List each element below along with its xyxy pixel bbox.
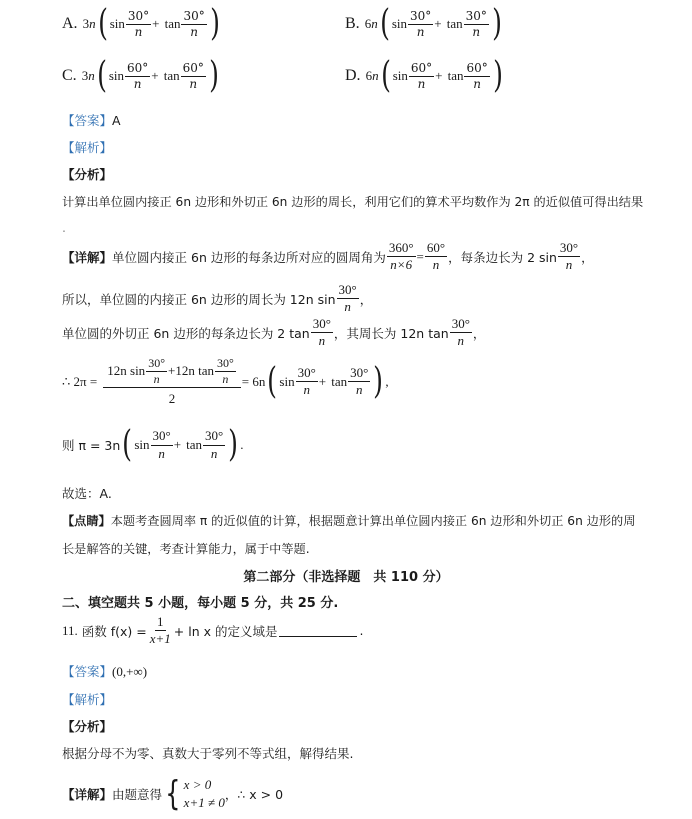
option-a-coef: 3: [82, 16, 90, 31]
conclusion: 故选：A.: [62, 486, 112, 501]
q11-fenxi-text: 根据分母不为零、真数大于零列不等式组，解得结果.: [62, 746, 354, 761]
q11-detail: 【详解】 由题意得 { x > 0 x+1 ≠ 0 ，∴ x > 0: [62, 773, 284, 814]
q11-answer-line: [62, 662, 147, 680]
detail-line-3: 单位圆的外切正 6n 边形的每条边长为 2 tan $\frac{30^\circ}{n}$ ，其周长为 12n tan $\frac{30^\circ}{n}$ ，: [62, 316, 486, 349]
q11-detail-tag: 【详解】: [62, 786, 113, 802]
option-d-label: D.: [345, 67, 361, 84]
q11-number: 11.: [62, 622, 78, 638]
q11-jiexi-tag: 【解析】: [62, 692, 113, 707]
q11-answer-tag: 【答案】: [62, 664, 113, 679]
q11-fenxi-tag: 【分析】: [62, 719, 113, 734]
stray-dot: .: [62, 220, 66, 235]
option-c[interactable]: C. 3 n ( sin $\frac{60^\circ}{n}$ + tan $\frac{60^\circ}{n}$ ): [62, 55, 219, 96]
option-c-frac1: $\frac{60^\circ}{n}$: [126, 60, 149, 91]
option-a-frac2: $\frac{30^\circ}{n}$: [183, 8, 205, 39]
q11-condition-1: x > 0: [183, 777, 212, 792]
option-d-coef: 6: [365, 68, 373, 83]
option-b[interactable]: B. 6 n ( sin $\frac{30^\circ}{n}$ + tan $\frac{30^\circ}{n}$ ): [345, 3, 502, 44]
dianjing-line-2: 长是解答的关键，考查计算能力，属于中等题.: [62, 542, 310, 556]
option-c-coef: 3: [81, 68, 89, 83]
jiexi-tag: 【解析】: [62, 140, 113, 155]
part2-heading: 第二部分（非选择题 共 110 分）: [243, 570, 449, 585]
option-d[interactable]: D. 6 n ( sin $\frac{60^\circ}{n}$ + tan $\frac{60^\circ}{n}$ ): [345, 55, 503, 96]
option-b-label: B.: [345, 15, 360, 32]
option-a-label: A.: [62, 15, 78, 32]
question-11: 11. 函数 f(x) = $\frac{1}{x+1}$ + ln x 的定义域是 .: [62, 614, 364, 647]
detail-line-4: ∴ 2π = 12n sin $\frac{30^\circ}{n}$ +12n tan $\frac{30^\circ}{n}$ 2 = 6n ( sin $\frac{30^\circ}{n}$ + tan $\frac{30^\circ}{n}$ ) ,: [62, 356, 389, 406]
option-b-coef: 6: [364, 16, 372, 31]
answer-tag: 【答案】: [62, 113, 113, 128]
dianjing-tag: 【点睛】: [62, 514, 111, 528]
detail-tag: 【详解】: [62, 249, 113, 265]
option-a[interactable]: A. 3 n ( sin $\frac{30^\circ}{n}$ + tan $\frac{30^\circ}{n}$ ): [62, 3, 220, 44]
q11-answer-blank[interactable]: [279, 624, 357, 637]
option-d-frac2: $\frac{60^\circ}{n}$: [466, 60, 488, 91]
answer-line: [62, 111, 121, 129]
option-b-frac2: $\frac{30^\circ}{n}$: [465, 8, 487, 39]
q11-condition-2: x+1 ≠ 0: [183, 794, 225, 810]
option-c-label: C.: [62, 67, 77, 84]
fenxi-text: 计算出单位圆内接正 6n 边形和外切正 6n 边形的周长，利用它们的算术平均数作为 2π 的近似值可得出结果: [62, 195, 644, 209]
option-b-frac1: $\frac{30^\circ}{n}$: [409, 8, 432, 39]
dianjing-line-1: 【点睛】本题考查圆周率 π 的近似值的计算，根据题意计算出单位圆内接正 6n 边形和外切正 6n 边形的周: [62, 514, 636, 528]
option-a-frac1: $\frac{30^\circ}{n}$: [127, 8, 150, 39]
fenxi-tag: 【分析】: [62, 167, 113, 182]
answer-value: A: [112, 113, 121, 128]
option-d-frac1: $\frac{60^\circ}{n}$: [410, 60, 433, 91]
detail-line-2: 所以，单位圆的内接正 6n 边形的周长为 12n sin $\frac{30^\circ}{n}$ ，: [62, 282, 373, 315]
detail-line-5: 则 π = 3n ( sin $\frac{30^\circ}{n}$ + tan $\frac{30^\circ}{n}$ ) .: [62, 424, 244, 465]
option-c-frac2: $\frac{60^\circ}{n}$: [182, 60, 204, 91]
q11-answer-value: (0,+∞): [112, 664, 148, 679]
detail-line-1: 【详解】 单位圆内接正 6n 边形的每条边所对应的圆周角为 $\frac{360^\circ}{n\times 6}$ = $\frac{60^\circ}{n}$ ，每条边长为 2 sin $\frac{30^\circ}{n}$ ，: [62, 240, 594, 273]
section-heading: 二、填空题共 5 小题，每小题 5 分，共 25 分.: [62, 596, 339, 611]
